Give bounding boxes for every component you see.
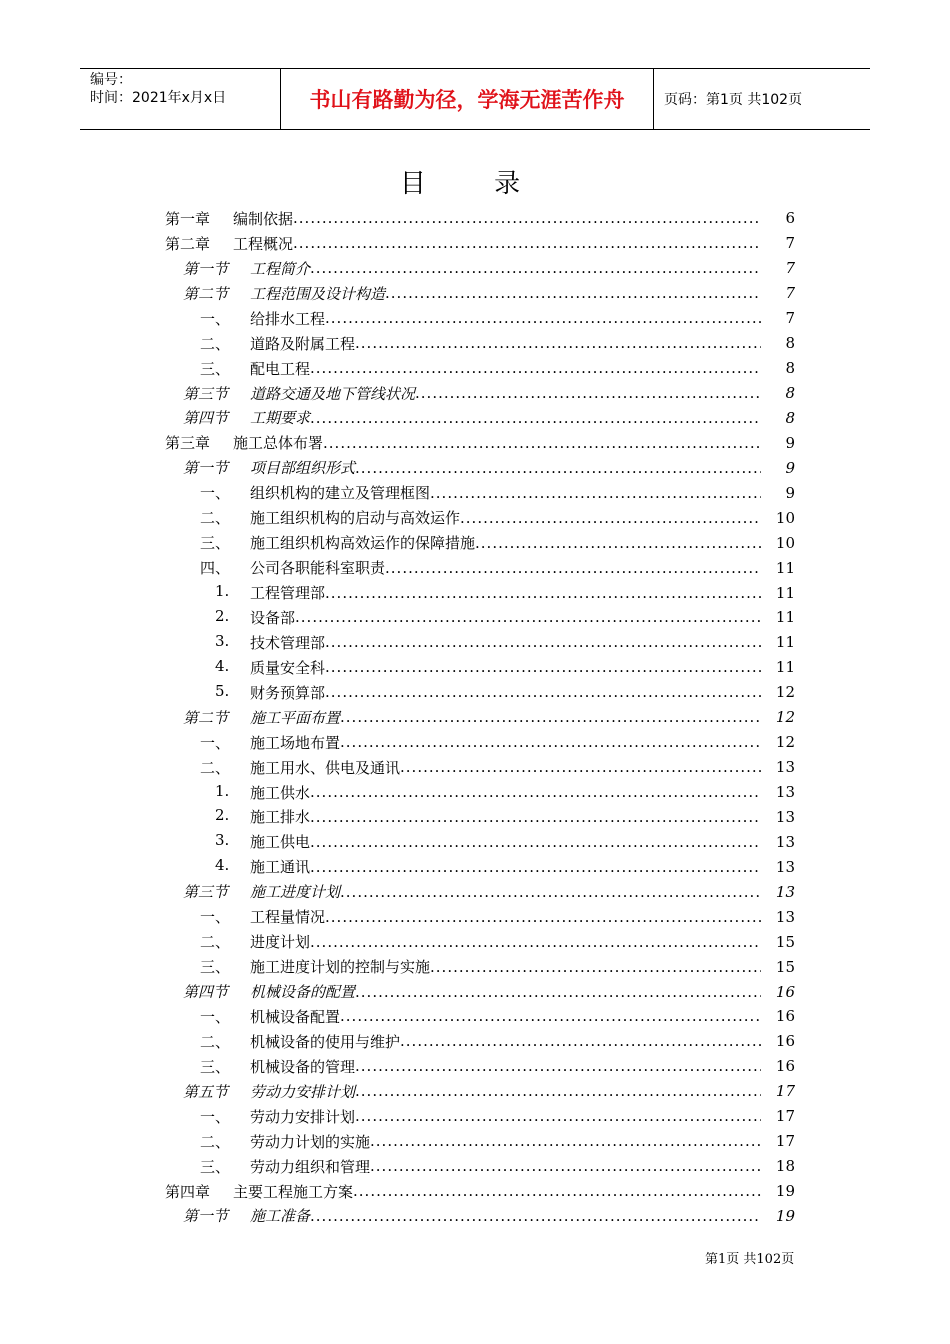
toc-entry-page: 17 (775, 1107, 795, 1126)
toc-entry-number: 第三章 (165, 434, 211, 453)
toc-entry[interactable] (165, 480, 795, 505)
toc-entry[interactable] (165, 630, 795, 655)
toc-leader-dots (325, 658, 761, 676)
toc-entry-text: 施工排水 (250, 808, 311, 827)
toc-entry-label (200, 358, 310, 379)
toc-leader-dots (325, 908, 761, 926)
toc-entry-number: 二、 (200, 1032, 231, 1051)
toc-entry-number: 第一节 (183, 1207, 229, 1226)
toc-entry-number: 三、 (200, 359, 231, 378)
toc-entry-label (183, 407, 310, 428)
toc-entry-page: 11 (775, 658, 795, 677)
toc-entry-page: 13 (775, 758, 795, 777)
toc-leader-dots (400, 1032, 761, 1050)
toc-entry-page: 10 (775, 533, 795, 552)
toc-entry-number: 第二节 (183, 284, 229, 303)
toc-entry-number: 5. (215, 681, 230, 700)
toc-entry-number: 四、 (200, 559, 231, 578)
toc-entry-text: 设备部 (250, 608, 296, 627)
toc-leader-dots (325, 683, 761, 701)
toc-entry-text: 劳动力安排计划 (250, 1107, 356, 1126)
toc-leader-dots (310, 1207, 761, 1225)
toc-entry-page: 13 (775, 907, 795, 926)
toc-entry-number: 第四章 (165, 1182, 211, 1201)
toc-entry-number: 第一节 (183, 259, 229, 278)
toc-entry[interactable] (165, 879, 795, 904)
toc-entry[interactable] (165, 256, 795, 281)
toc-entry-text: 劳动力计划的实施 (250, 1132, 371, 1151)
toc-entry-label (215, 632, 325, 653)
toc-entry-number: 三、 (200, 534, 231, 553)
toc-entry[interactable] (165, 780, 795, 805)
toc-leader-dots (370, 1132, 761, 1150)
toc-entry[interactable] (165, 580, 795, 605)
toc-entry-page: 13 (775, 832, 795, 851)
toc-entry-text: 施工供水 (250, 783, 311, 802)
toc-entry-number: 第二章 (165, 234, 211, 253)
toc-entry-text: 劳动力组织和管理 (250, 1157, 371, 1176)
toc-entry-text: 施工组织机构的启动与高效运作 (250, 509, 461, 528)
toc-entry[interactable] (165, 455, 795, 480)
toc-entry[interactable] (165, 1154, 795, 1179)
toc-entry-label (200, 532, 475, 553)
toc-entry-text: 施工供电 (250, 833, 311, 852)
toc-entry-label (215, 831, 310, 852)
toc-leader-dots (293, 234, 761, 252)
toc-entry[interactable] (165, 331, 795, 356)
toc-entry[interactable] (165, 1004, 795, 1029)
toc-entry-label (215, 782, 310, 803)
toc-entry[interactable] (165, 306, 795, 331)
toc-leader-dots (340, 883, 761, 901)
toc-entry-number: 一、 (200, 1007, 231, 1026)
toc-leader-dots (310, 833, 761, 851)
toc-entry-label (200, 507, 460, 528)
toc-entry[interactable] (165, 705, 795, 730)
toc-entry-label (200, 1131, 370, 1152)
toc-entry[interactable] (165, 381, 795, 406)
toc-leader-dots (310, 359, 761, 377)
toc-entry-text: 工期要求 (250, 409, 311, 428)
toc-leader-dots (310, 259, 761, 277)
toc-entry-number: 二、 (200, 1132, 231, 1151)
toc-entry[interactable] (165, 655, 795, 680)
toc-entry-label (200, 557, 385, 578)
toc-entry[interactable] (165, 680, 795, 705)
toc-entry[interactable] (165, 755, 795, 780)
toc-entry-text: 编制依据 (233, 209, 294, 228)
toc-leader-dots (353, 1182, 761, 1200)
toc-leader-dots (430, 484, 761, 502)
toc-entry-page: 8 (785, 408, 795, 427)
toc-entry-label (183, 283, 385, 304)
toc-entry[interactable] (165, 1204, 795, 1229)
toc-entry-number: 第三节 (183, 883, 229, 902)
toc-entry-label (215, 806, 310, 827)
toc-entry-label (200, 1031, 400, 1052)
toc-entry-number: 第一章 (165, 209, 211, 228)
toc-leader-dots (295, 608, 761, 626)
toc-entry[interactable] (165, 555, 795, 580)
toc-leader-dots (355, 983, 761, 1001)
toc-entry-page: 8 (785, 334, 795, 353)
toc-leader-dots (385, 284, 761, 302)
toc-entry-number: 3. (215, 631, 230, 650)
toc-entry-label (183, 881, 340, 902)
toc-entry-text: 工程管理部 (250, 584, 326, 603)
toc-entry-number: 第一节 (183, 459, 229, 478)
toc-entry-label (215, 856, 310, 877)
toc-leader-dots (415, 384, 761, 402)
toc-entry-page: 16 (775, 1032, 795, 1051)
toc-leader-dots (340, 733, 761, 751)
toc-entry-number: 二、 (200, 509, 231, 528)
toc-entry-number: 一、 (200, 908, 231, 927)
toc-entry-label (215, 607, 295, 628)
toc-entry-number: 三、 (200, 1157, 231, 1176)
toc-entry-number: 三、 (200, 1057, 231, 1076)
toc-entry[interactable] (165, 929, 795, 954)
toc-leader-dots (340, 1007, 761, 1025)
toc-entry-page: 13 (775, 857, 795, 876)
toc-entry-number: 二、 (200, 758, 231, 777)
toc-entry-text: 工程简介 (250, 259, 311, 278)
toc-entry-page: 17 (775, 1132, 795, 1151)
toc-entry-page: 15 (775, 932, 795, 951)
toc-leader-dots (293, 209, 761, 227)
toc-entry-page: 16 (775, 1007, 795, 1026)
toc-entry-label (165, 208, 293, 229)
toc-entry-text: 进度计划 (250, 933, 311, 952)
toc-entry-label (215, 682, 325, 703)
toc-entry-text: 公司各职能科室职责 (250, 559, 386, 578)
table-of-contents (165, 206, 795, 1228)
header-meta (80, 69, 281, 129)
toc-entry-text: 项目部组织形式 (250, 459, 356, 478)
toc-entry-number: 3. (215, 831, 230, 850)
toc-leader-dots (340, 708, 761, 726)
document-header (80, 68, 870, 130)
toc-entry-label (200, 308, 325, 329)
toc-entry[interactable] (165, 1029, 795, 1054)
toc-entry-label (200, 1106, 355, 1127)
toc-entry[interactable] (165, 954, 795, 979)
toc-leader-dots (430, 958, 761, 976)
toc-entry-label (183, 383, 415, 404)
toc-leader-dots (323, 434, 761, 452)
toc-entry-number: 1. (215, 582, 230, 601)
toc-entry-page: 19 (775, 1206, 795, 1225)
toc-leader-dots (355, 334, 761, 352)
toc-entry-text: 施工场地布置 (250, 733, 341, 752)
toc-entry-label (183, 707, 340, 728)
toc-entry-number: 一、 (200, 733, 231, 752)
toc-entry-text: 施工准备 (250, 1207, 311, 1226)
toc-entry[interactable] (165, 1179, 795, 1204)
toc-entry-text: 道路交通及地下管线状况 (250, 384, 416, 403)
toc-entry-text: 财务预算部 (250, 683, 326, 702)
toc-entry-label (200, 1156, 370, 1177)
toc-entry-page: 6 (785, 209, 795, 228)
toc-entry-page: 16 (775, 1057, 795, 1076)
toc-entry-label (200, 732, 340, 753)
toc-entry-number: 2. (215, 806, 230, 825)
toc-entry-number: 第四节 (183, 983, 229, 1002)
toc-title: 目 录 (399, 169, 551, 199)
code-label: 编号： (90, 72, 132, 88)
toc-leader-dots (475, 534, 761, 552)
toc-entry-page: 9 (785, 483, 795, 502)
toc-entry-text: 劳动力安排计划 (250, 1082, 356, 1101)
toc-entry-page: 15 (775, 957, 795, 976)
toc-entry-label (215, 657, 325, 678)
toc-entry-page: 18 (775, 1157, 795, 1176)
toc-entry-text: 施工进度计划的控制与实施 (250, 958, 431, 977)
toc-entry-number: 2. (215, 606, 230, 625)
toc-entry-number: 1. (215, 781, 230, 800)
toc-leader-dots (355, 1057, 761, 1075)
toc-entry[interactable] (165, 430, 795, 455)
toc-entry-text: 工程量情况 (250, 908, 326, 927)
toc-entry-page: 9 (785, 433, 795, 452)
toc-leader-dots (355, 1082, 761, 1100)
toc-entry-label (200, 482, 430, 503)
toc-entry-page: 17 (775, 1082, 795, 1101)
toc-leader-dots (325, 309, 761, 327)
toc-entry[interactable] (165, 231, 795, 256)
toc-entry-label (200, 956, 430, 977)
header-page-label: 页码：第1页 共102页 (664, 92, 803, 108)
toc-entry-page: 11 (775, 558, 795, 577)
toc-entry-label (165, 233, 293, 254)
toc-entry-label (200, 333, 355, 354)
toc-entry-number: 一、 (200, 1107, 231, 1126)
toc-entry[interactable] (165, 406, 795, 431)
toc-entry-number: 一、 (200, 309, 231, 328)
toc-entry[interactable] (165, 854, 795, 879)
toc-entry-label (200, 757, 400, 778)
toc-entry-text: 技术管理部 (250, 633, 326, 652)
toc-entry-text: 机械设备的使用与维护 (250, 1032, 401, 1051)
toc-entry[interactable] (165, 356, 795, 381)
toc-entry-text: 道路及附属工程 (250, 334, 356, 353)
toc-entry[interactable] (165, 281, 795, 306)
toc-entry-page: 12 (775, 683, 795, 702)
toc-entry-page: 11 (775, 583, 795, 602)
page-footer: 第1页 共102页 (705, 1252, 795, 1267)
toc-entry-text: 机械设备配置 (250, 1007, 341, 1026)
toc-entry-number: 第三节 (183, 384, 229, 403)
toc-leader-dots (355, 459, 761, 477)
toc-leader-dots (310, 808, 761, 826)
toc-entry-label (200, 1006, 340, 1027)
toc-entry-text: 施工通讯 (250, 858, 311, 877)
toc-entry-number: 4. (215, 656, 230, 675)
toc-entry-page: 16 (775, 982, 795, 1001)
toc-entry-text: 施工平面布置 (250, 708, 341, 727)
toc-entry-page: 7 (785, 309, 795, 328)
toc-entry-page: 8 (785, 384, 795, 403)
toc-entry-page: 7 (785, 284, 795, 303)
toc-entry[interactable] (165, 530, 795, 555)
toc-entry-number: 三、 (200, 958, 231, 977)
toc-entry-label (183, 981, 355, 1002)
header-slogan: 书山有路勤为径，学海无涯苦作舟 (281, 69, 654, 129)
toc-entry-label (183, 1205, 310, 1226)
toc-entry-text: 施工用水、供电及通讯 (250, 758, 401, 777)
toc-entry[interactable] (165, 206, 795, 231)
toc-entry-text: 施工总体布署 (233, 434, 324, 453)
toc-entry[interactable] (165, 1129, 795, 1154)
toc-leader-dots (460, 509, 761, 527)
toc-entry-text: 施工组织机构高效运作的保障措施 (250, 534, 476, 553)
toc-entry[interactable] (165, 730, 795, 755)
toc-entry-number: 二、 (200, 933, 231, 952)
toc-entry-number: 第二节 (183, 708, 229, 727)
toc-leader-dots (325, 584, 761, 602)
toc-entry-page: 13 (775, 882, 795, 901)
toc-entry-number: 第四节 (183, 409, 229, 428)
toc-entry-label (165, 432, 323, 453)
toc-entry-text: 机械设备的管理 (250, 1057, 356, 1076)
toc-entry-page: 12 (775, 708, 795, 727)
toc-leader-dots (325, 633, 761, 651)
toc-entry-label (200, 906, 325, 927)
toc-entry-text: 质量安全科 (250, 658, 326, 677)
toc-entry-number: 第五节 (183, 1082, 229, 1101)
toc-leader-dots (370, 1157, 761, 1175)
toc-entry-label (183, 258, 310, 279)
toc-entry-text: 施工进度计划 (250, 883, 341, 902)
toc-entry-page: 12 (775, 733, 795, 752)
toc-entry[interactable] (165, 505, 795, 530)
toc-entry[interactable] (165, 904, 795, 929)
toc-entry-label (183, 457, 355, 478)
toc-entry[interactable] (165, 1104, 795, 1129)
time-label: 时间：2021年x月x日 (90, 90, 227, 106)
toc-leader-dots (400, 758, 761, 776)
toc-entry-text: 组织机构的建立及管理框图 (250, 484, 431, 503)
toc-entry-label (200, 1056, 355, 1077)
toc-entry-page: 7 (785, 259, 795, 278)
toc-leader-dots (355, 1107, 761, 1125)
toc-entry-label (183, 1081, 355, 1102)
toc-entry[interactable] (165, 829, 795, 854)
toc-entry-page: 10 (775, 508, 795, 527)
toc-entry-number: 二、 (200, 334, 231, 353)
toc-entry-text: 工程概况 (233, 234, 294, 253)
toc-entry-page: 8 (785, 359, 795, 378)
toc-entry[interactable] (165, 1054, 795, 1079)
toc-entry[interactable] (165, 805, 795, 830)
toc-entry-text: 配电工程 (250, 359, 311, 378)
toc-entry-number: 4. (215, 856, 230, 875)
toc-entry[interactable] (165, 979, 795, 1004)
toc-entry-number: 一、 (200, 484, 231, 503)
toc-entry-text: 主要工程施工方案 (233, 1182, 354, 1201)
toc-leader-dots (310, 858, 761, 876)
toc-leader-dots (310, 783, 761, 801)
toc-entry-page: 19 (775, 1182, 795, 1201)
toc-entry-page: 9 (785, 458, 795, 477)
toc-leader-dots (310, 933, 761, 951)
toc-leader-dots (385, 559, 761, 577)
toc-entry-page: 11 (775, 608, 795, 627)
toc-entry-label (215, 582, 325, 603)
toc-entry-text: 工程范围及设计构造 (250, 284, 386, 303)
toc-entry-page: 11 (775, 633, 795, 652)
toc-entry-label (200, 931, 310, 952)
toc-entry-label (165, 1181, 353, 1202)
toc-leader-dots (310, 409, 761, 427)
toc-entry[interactable] (165, 605, 795, 630)
toc-entry-text: 给排水工程 (250, 309, 326, 328)
toc-entry-text: 机械设备的配置 (250, 983, 356, 1002)
toc-entry-page: 13 (775, 783, 795, 802)
toc-entry-page: 13 (775, 807, 795, 826)
toc-entry[interactable] (165, 1079, 795, 1104)
toc-entry-page: 7 (785, 234, 795, 253)
